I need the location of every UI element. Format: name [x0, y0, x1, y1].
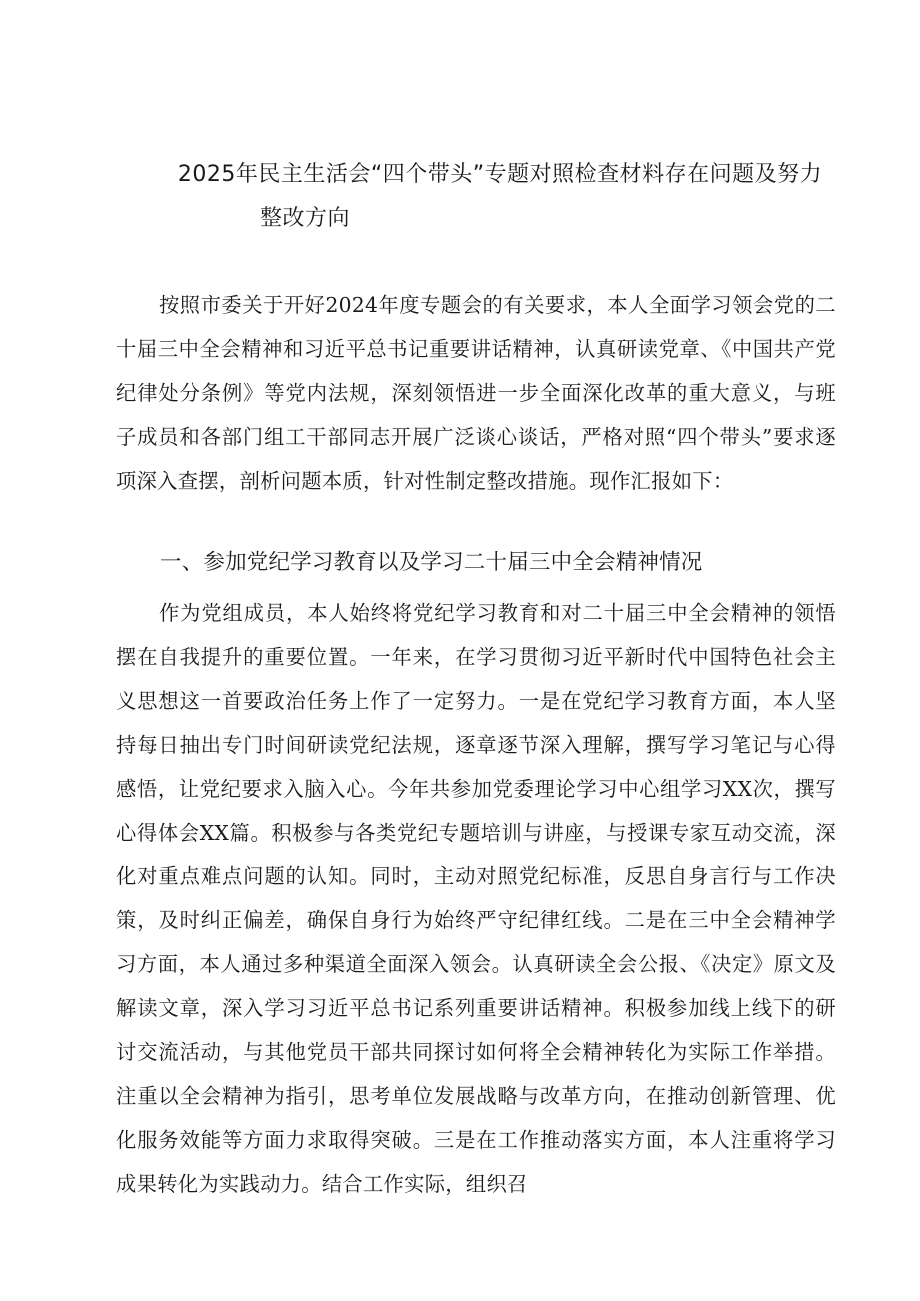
document-title-line1: 2025年民主生活会“四个带头”专题对照检查材料存在问题及努力 [177, 162, 823, 187]
document-title-line2: 整改方向 [260, 206, 351, 231]
section1-paragraph: 作为党组成员，本人始终将党纪学习教育和对二十届三中全会精神的领悟摆在自我提升的重要位置。一年来，在学习贯彻习近平新时代中国特色社会主义思想这一首要政治任务上作了一定努力。一是在党纪学习教育方面，本人坚持每日抽出专门时间研读党纪法规，逐章逐节深入理解，撰写学习笔记与心得感悟，让党纪要求入脑入心。今年共参加党委理论学习中心组学习XX次，撰写心得体会XX篇。积极参与各类党纪专题培训与讲座，与授课专家互动交流，深化对重点难点问题的认知。同时，主动对照党纪标准，反思自身言行与工作决策，及时纠正偏差，确保自身行为始终严守纪律红线。二是在三中全会精神学习方面，本人通过多种渠道全面深入领会。认真研读全会公报、《决定》原文及解读文章，深入学习习近平总书记系列重要讲话精神。积极参加线上线下的研讨交流活动，与其他党员干部共同探讨如何将全会精神转化为实际工作举措。注重以全会精神为指引，思考单位发展战略与改革方向，在推动创新管理、优化服务效能等方面力求取得突破。三是在工作推动落实方面，本人注重将学习成果转化为实践动力。结合工作实际，组织召 [116, 601, 836, 1196]
intro-paragraph: 按照市委关于开好2024年度专题会的有关要求，本人全面学习领会党的二十届三中全会精神和习近平总书记重要讲话精神，认真研读党章、《中国共产党纪律处分条例》等党内法规，深刻领悟进一步全面深化改革的重大意义，与班子成员和各部门组工干部同志开展广泛谈心谈话，严格对照“四个带头”要求逐项深入查摆，剖析问题本质，针对性制定整改措施。现作汇报如下： [116, 293, 836, 493]
section1-heading: 一、参加党纪学习教育以及学习二十届三中全会精神情况 [160, 550, 703, 575]
